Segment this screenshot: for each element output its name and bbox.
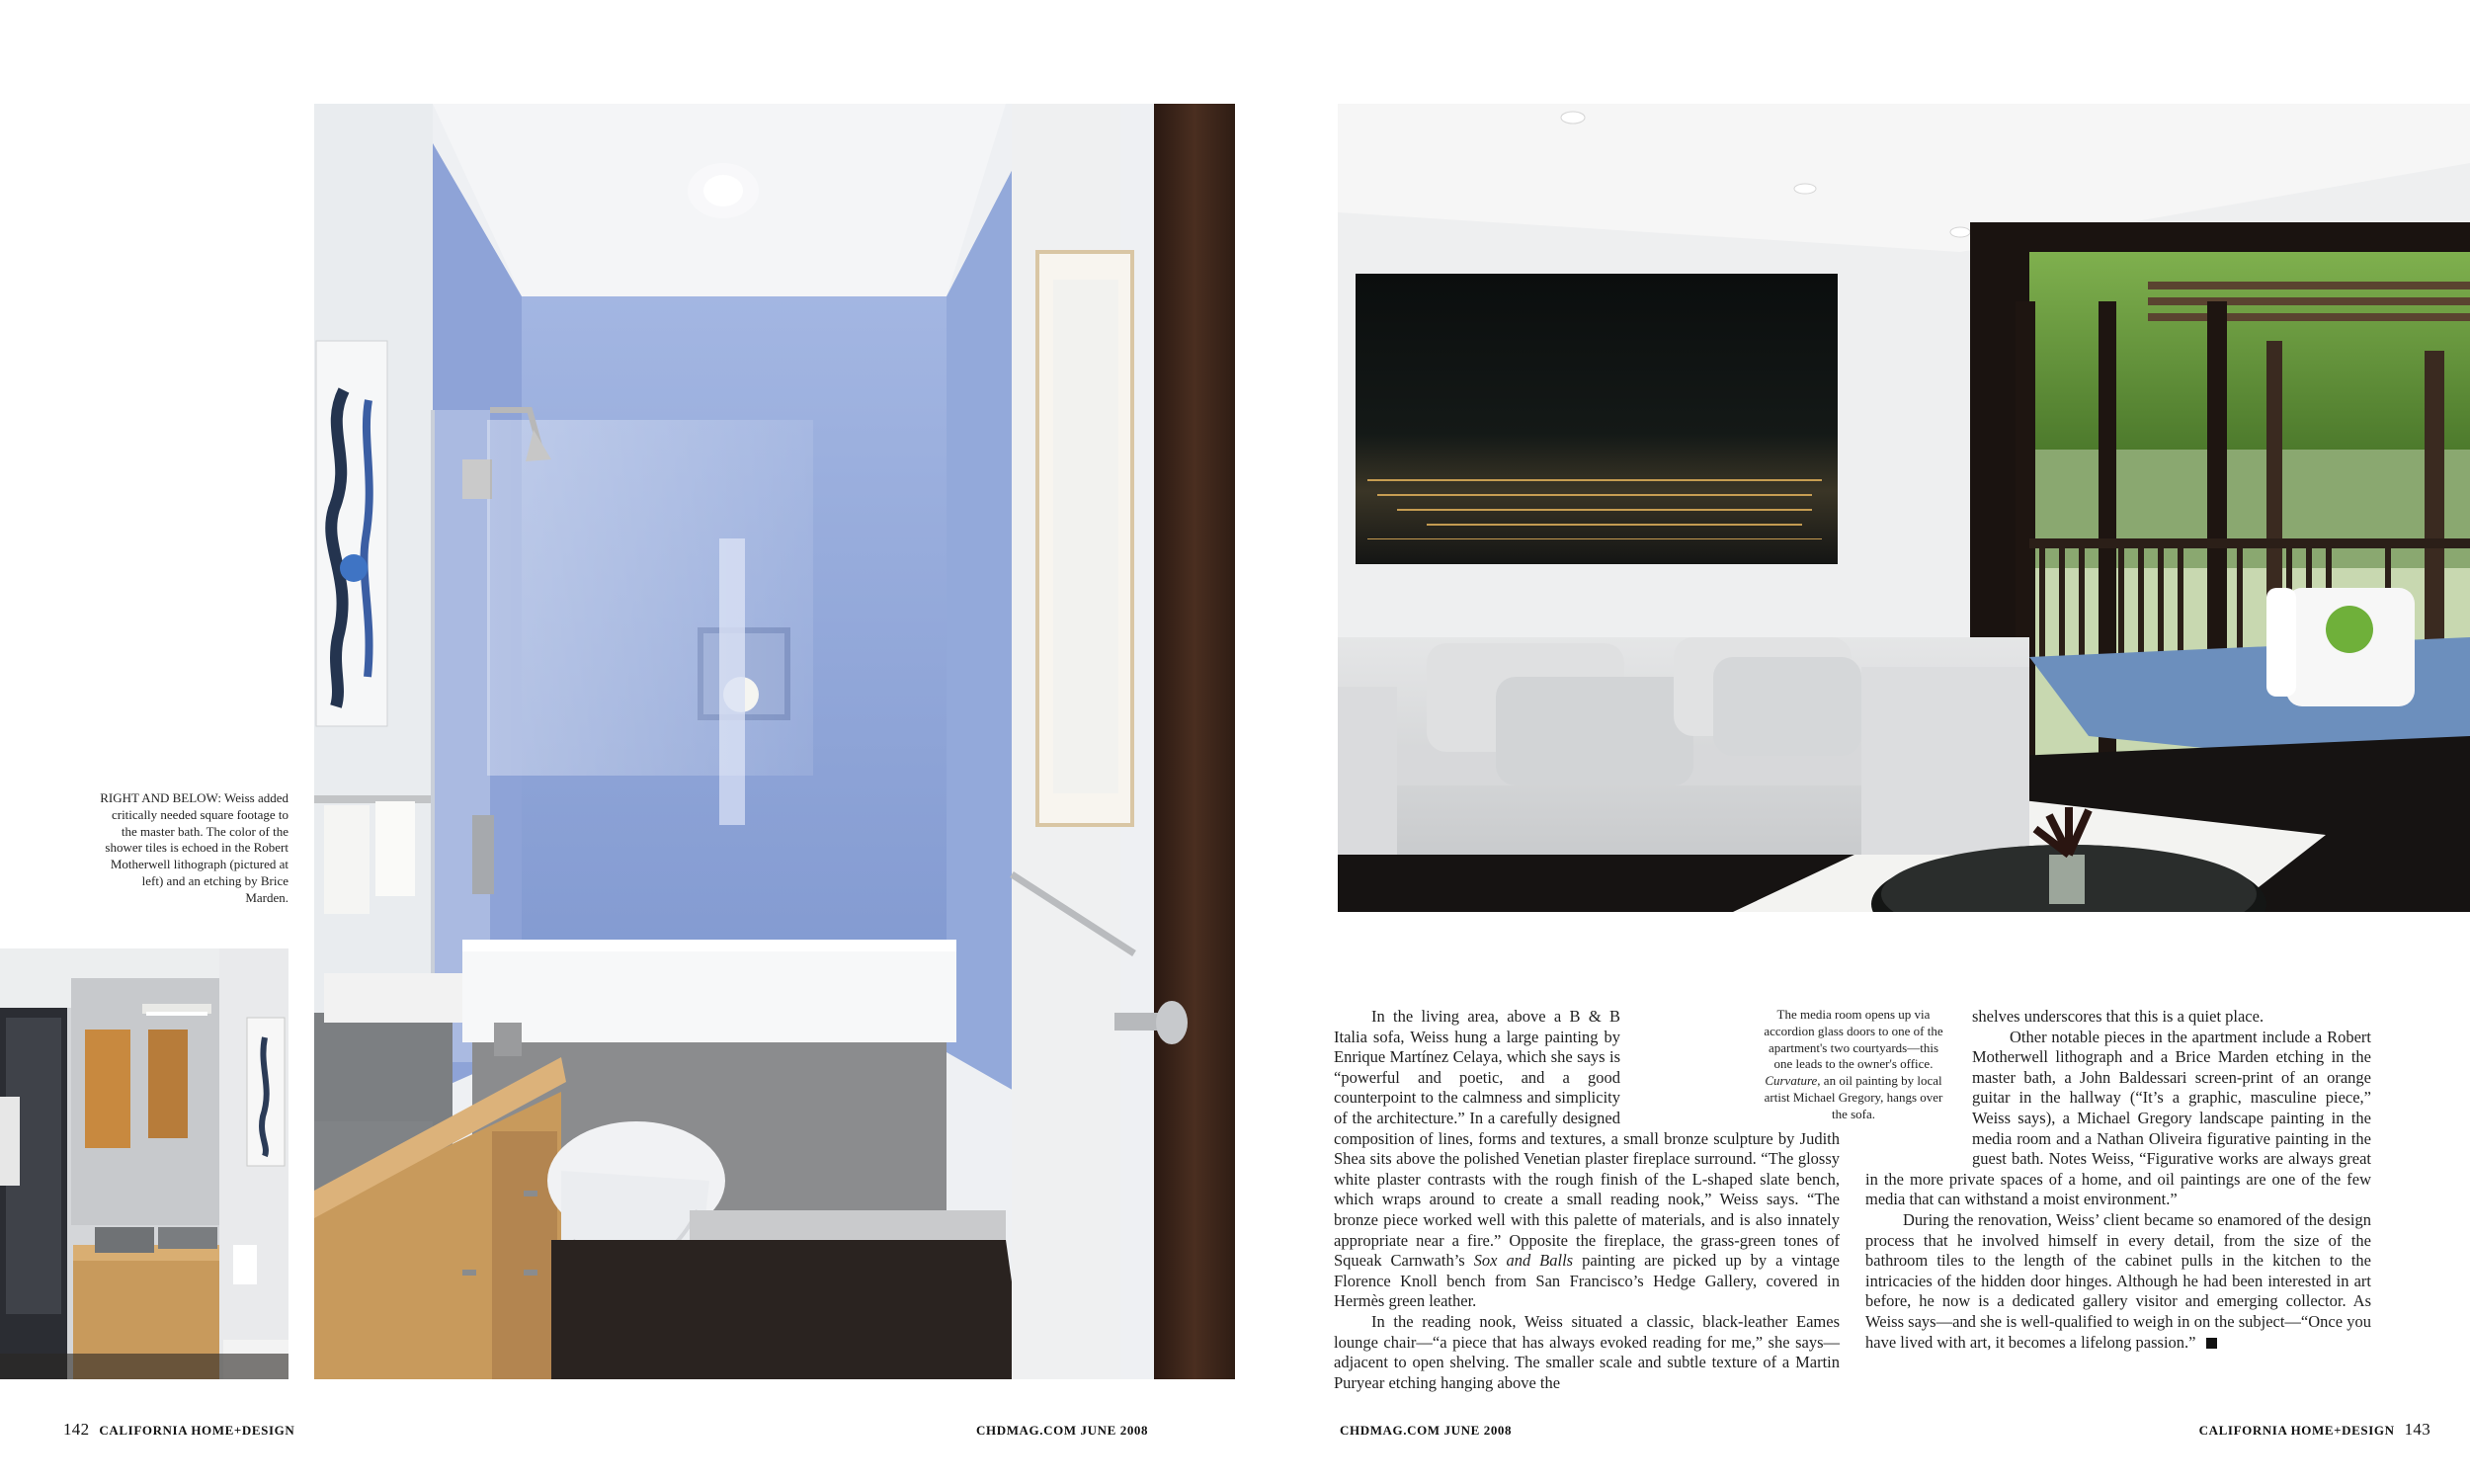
folio-web-right: CHDMAG.COM JUNE 2008 <box>1340 1423 1513 1438</box>
article-paragraph-1-text-a: In the living area, above a B & B Italia sofa, Weiss hung a large painting by Enrique Martínez Celaya, which she says is “powerful and poetic, and a good counterpoint to the calmness and simplicity of the architecture.” In a carefully designed composition of lines, forms and textures, a small bronze sculpture by Judith Shea sits above the polished Venetian plaster fireplace surround. “The glossy white plaster contrasts with the rough finish of the L-shaped slate bench, which wraps around to create a small reading nook,” Weiss says. “The bronze piece worked well with this palette of materials, and is also innately appropriate near a fire.” Opposite the fireplace, the grass-green tones of Squeak Carnwath’s <box>1334 1007 1840 1271</box>
article-paragraph-4 <box>1865 1210 2371 1353</box>
article-column-2 <box>1865 1007 2371 1353</box>
article-paragraph-3: Other notable pieces in the apartment include a Robert Motherwell lithograph and a Brice Marden etching in the master bath, a John Baldessari screen-print of an orange guitar in the hallway (“It’s a graphic, masculine piece,” Weiss says), a Michael Gregory landscape painting in the media room and a Nathan Oliveira figurative painting in the guest bath. Notes Weiss, “Figurative works are always great in the more private spaces of a home, and oil paintings are one of the few media that can withstand a moist environment.” <box>1865 1027 2371 1209</box>
end-of-article-mark <box>2206 1338 2217 1349</box>
artwork-title-curvature: Curvature <box>1765 1073 1818 1089</box>
photo-media-room-art <box>1338 104 2470 912</box>
article-paragraph-4-text: During the renovation, Weiss’ client became so enamored of the design process that he involved himself in every detail, from the size of the bathroom tiles to the length of the cabinet pulls in the kitchen to the intricacies of the hidden door hinges. Although he had been interested in art before, he now is a dedicated gallery visitor and emerging collector. As Weiss says—and she is well-qualified to weigh in on the subject—“Once you have lived with art, it becomes a lifelong passion.” <box>1865 1209 2371 1352</box>
artwork-title-sox-and-balls: Sox and Balls <box>1473 1251 1574 1271</box>
photo-master-bath-vanity <box>0 948 288 1379</box>
folio-left <box>63 1420 294 1440</box>
folio-right <box>2199 1420 2430 1440</box>
caption-media-room-text-b: , an oil painting by local artist Michael Gregory, hangs over the sofa. <box>1764 1073 1943 1121</box>
magazine-name-right: CALIFORNIA HOME+DESIGN <box>2198 1423 2395 1438</box>
photo-master-bath-shower-art <box>314 104 1235 1379</box>
folio-web-left: CHDMAG.COM JUNE 2008 <box>976 1423 1149 1438</box>
caption-master-bath: RIGHT AND BELOW: Weiss added critically needed square footage to the master bath. The color of the shower tiles is echoed in the Robert Motherwell lithograph (pictured at left) and an etching by Brice Marden. <box>100 790 288 905</box>
article-paragraph-1-text-b: painting are picked up by a vintage Florence Knoll bench from San Francisco’s Hedge Gallery, covered in Hermès green leather. <box>1334 1251 1840 1311</box>
photo-master-bath-vanity-art <box>0 948 288 1379</box>
photo-media-room <box>1338 104 2470 912</box>
caption-media-room-text-a: The media room opens up via accordion glass doors to one of the apartment's two courtyards—this one leads to the owner's office. <box>1764 1007 1943 1072</box>
magazine-name-left: CALIFORNIA HOME+DESIGN <box>99 1423 295 1438</box>
article-paragraph-2: In the reading nook, Weiss situated a classic, black-leather Eames lounge chair—“a piece that has always evoked reading for me,” she says—adjacent to open shelving. The smaller scale and subtle texture of a Martin Puryear etching hanging above the <box>1334 1311 1840 1392</box>
page-number-left: 142 <box>63 1420 90 1439</box>
caption-float-spacer-2 <box>1865 1007 1972 1160</box>
photo-master-bath-shower <box>314 104 1235 1379</box>
page-number-right: 143 <box>2404 1420 2430 1439</box>
article-paragraph-continued: shelves underscores that this is a quiet place. <box>1972 1007 2264 1026</box>
